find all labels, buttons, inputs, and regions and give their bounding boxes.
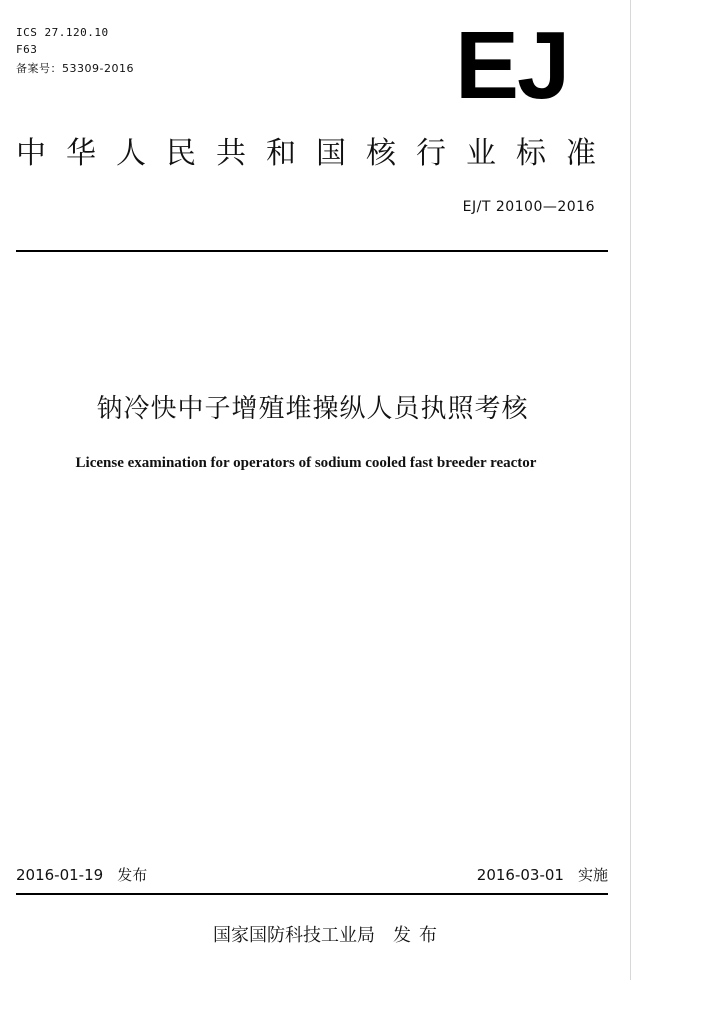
issue-date: 2016-01-19: [16, 866, 104, 884]
effective-date: 2016-03-01: [476, 866, 564, 884]
standard-type-title: 中华人民共和国核行业标准: [16, 136, 616, 171]
issuer-name: 国家国防科技工业局: [213, 925, 375, 946]
issue-label: 发布: [117, 866, 148, 884]
bottom-divider: [16, 893, 608, 895]
page-edge-divider: [630, 0, 631, 980]
record-number: 备案号：53309-2016: [16, 62, 134, 75]
issuer-block: [213, 921, 445, 947]
effective-date-block: [477, 864, 608, 885]
category-code: F63: [16, 43, 38, 56]
top-divider: [16, 250, 608, 252]
standard-code: EJ/T 20100—2016: [462, 199, 595, 215]
ics-code: ICS 27.120.10: [16, 26, 109, 39]
issuer-action: 发布: [393, 925, 445, 946]
effective-label: 实施: [577, 866, 608, 884]
document-title-english: License examination for operators of sodium cooled fast breeder reactor: [75, 455, 537, 471]
ej-logo: EJ: [455, 12, 569, 119]
issue-date-block: [16, 864, 147, 885]
document-title-chinese: 钠冷快中子增殖堆操纵人员执照考核: [96, 394, 529, 424]
